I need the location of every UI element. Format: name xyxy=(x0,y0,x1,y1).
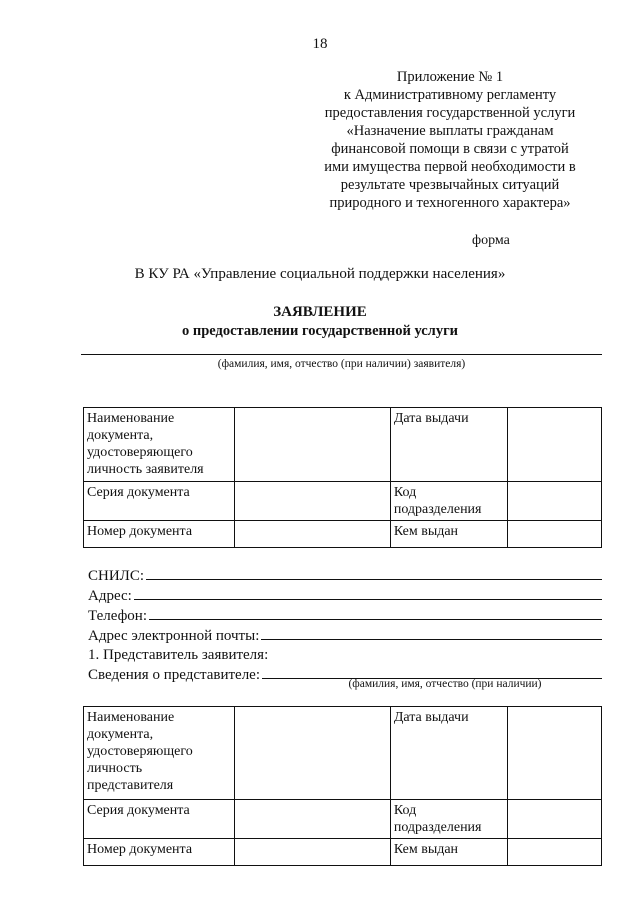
table-row xyxy=(84,800,602,839)
appendix-line: Приложение № 1 xyxy=(396,69,504,85)
applicant-fields xyxy=(88,566,602,685)
appendix-line: финансовой помощи в связи с утратой xyxy=(331,141,569,157)
table-cell-label: Наименование документа, удостоверяющего личность представителя xyxy=(84,707,235,800)
rep-info-input[interactable] xyxy=(262,665,602,679)
table-cell-value[interactable] xyxy=(235,408,390,482)
phone-field xyxy=(88,606,602,626)
recipient: В КУ РА «Управление социальной поддержки населения» xyxy=(134,266,506,282)
table-cell-label: Кем выдан xyxy=(390,839,508,866)
snils-input[interactable] xyxy=(146,566,602,580)
table-cell-label: Номер документа xyxy=(84,521,235,548)
appendix-line: природного и техногенного характера» xyxy=(329,195,571,211)
applicant-document-table xyxy=(83,407,602,548)
appendix-line: результате чрезвычайных ситуаций xyxy=(340,177,560,193)
table-cell-label: Код подразделения xyxy=(390,800,508,839)
representative-document-table xyxy=(83,706,602,866)
appendix-header xyxy=(300,68,600,212)
page-number: 18 xyxy=(312,36,328,52)
snils-label: СНИЛС: xyxy=(88,568,145,584)
address-input[interactable] xyxy=(134,586,602,600)
email-field xyxy=(88,626,602,646)
table-cell-value[interactable] xyxy=(508,408,602,482)
applicant-name-hint: (фамилия, имя, отчество (при наличии) заявителя) xyxy=(217,358,466,370)
appendix-line: ими имущества первой необходимости в xyxy=(324,159,576,175)
table-cell-value[interactable] xyxy=(508,707,602,800)
table-cell-value[interactable] xyxy=(508,521,602,548)
table-cell-value[interactable] xyxy=(508,800,602,839)
table-row xyxy=(84,707,602,800)
appendix-line: предоставления государственной услуги xyxy=(324,105,576,121)
representative-field xyxy=(88,646,602,665)
form-label: форма xyxy=(472,233,510,248)
address-label: Адрес: xyxy=(88,588,132,604)
phone-label: Телефон: xyxy=(88,608,147,624)
applicant-name-line[interactable] xyxy=(81,354,602,355)
representative-label: 1. Представитель заявителя: xyxy=(88,647,269,663)
document-title: ЗАЯВЛЕНИЕ xyxy=(273,304,367,320)
address-field xyxy=(88,586,602,606)
document-subtitle: о предоставлении государственной услуги xyxy=(181,323,459,339)
table-cell-value[interactable] xyxy=(235,482,390,521)
table-row xyxy=(84,521,602,548)
table-cell-label: Дата выдачи xyxy=(390,707,508,800)
appendix-line: «Назначение выплаты гражданам xyxy=(346,123,554,139)
table-cell-value[interactable] xyxy=(235,839,390,866)
table-cell-value[interactable] xyxy=(235,707,390,800)
rep-name-hint: (фамилия, имя, отчество (при наличии) xyxy=(348,678,542,690)
table-cell-label: Наименование документа, удостоверяющего личность заявителя xyxy=(84,408,235,482)
email-input[interactable] xyxy=(261,626,602,640)
table-row xyxy=(84,408,602,482)
table-cell-label: Код подразделения xyxy=(390,482,508,521)
table-cell-value[interactable] xyxy=(235,800,390,839)
table-cell-label: Номер документа xyxy=(84,839,235,866)
table-cell-label: Дата выдачи xyxy=(390,408,508,482)
table-cell-value[interactable] xyxy=(508,482,602,521)
table-row xyxy=(84,482,602,521)
table-cell-label: Кем выдан xyxy=(390,521,508,548)
table-cell-value[interactable] xyxy=(508,839,602,866)
table-cell-value[interactable] xyxy=(235,521,390,548)
appendix-line: к Административному регламенту xyxy=(343,87,557,103)
table-row xyxy=(84,839,602,866)
phone-input[interactable] xyxy=(149,606,602,620)
table-cell-label: Серия документа xyxy=(84,482,235,521)
table-cell-label: Серия документа xyxy=(84,800,235,839)
email-label: Адрес электронной почты: xyxy=(88,628,260,644)
rep-info-label: Сведения о представителе: xyxy=(88,667,261,683)
snils-field xyxy=(88,566,602,586)
